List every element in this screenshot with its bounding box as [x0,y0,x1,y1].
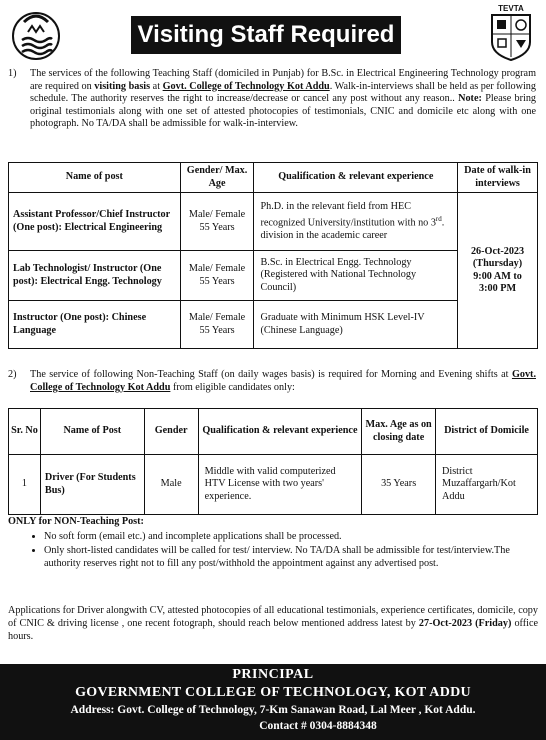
teaching-staff-table [8,162,538,349]
table-row [9,193,538,251]
footer-principal: PRINCIPAL [232,667,314,682]
qualification: Ph.D. in the relevant field from HEC recognized University/institution with no 3rd. division in the academic career [254,193,458,251]
column-header: Name of post [9,163,181,193]
application-instructions: Applications for Driver alongwith CV, attested photocopies of all educational testimonials, experience certificates, domicile, copy of CNIC & driving license , one recent fotograph, should reach below mentioned address latest by 27-Oct-2023 (Friday) office hours. [8,605,539,642]
table-header-row [9,409,538,455]
tevta-logo-icon [486,2,536,62]
table-row [9,455,538,515]
college-name: Govt. College of Technology Kot Addu [162,80,330,92]
page-title: Visiting Staff Required [131,16,401,54]
column-header: Qualification & relevant experience [198,409,362,455]
column-header: Qualification & relevant experience [254,163,458,193]
section-1-number: 1) [8,68,17,79]
qualification: Middle with valid computerized HTV License with two years' experience. [198,455,362,515]
post-name: Lab Technologist/ Instructor (One post): Electrical Engg. Technology [9,251,181,301]
footer-address: Address: Govt. College of Technology, 7-Km Sanawan Road, Lal Meer , Kot Addu. [70,704,476,716]
footer-contact-number: Contact # 0304-8884348 [259,720,377,732]
tevta-logo-text: TEVTA [498,4,524,13]
section-2-text: 2) The service of following Non-Teaching Staff (on daily wages basis) is required for Morning and Evening shifts at Govt. College of Technology Kot Addu from eligible candidates only: [8,369,536,393]
column-header: Date of walk-in interviews [458,163,538,193]
list-item: • Only short-listed candidates will be called for test/ interview. No TA/DA shall be admissible for test/interview.The authority reserves right not to fill any post/withhold the appointment against any advertised post. [44,545,538,570]
non-teaching-notes [8,516,538,572]
post-name: Assistant Professor/Chief Instructor (One post): Electrical Engineering [9,193,181,251]
punjab-emblem-icon [10,6,62,62]
interview-date: 26-Oct-2023 (Thursday) 9:00 AM to 3:00 PM [458,193,538,349]
district: District Muzaffargarh/Kot Addu [436,455,538,515]
table-header-row [9,163,538,193]
gender-age: Male/ Female 55 Years [180,301,254,349]
qualification: Graduate with Minimum HSK Level-IV (Chinese Language) [254,301,458,349]
column-header: Name of Post [40,409,144,455]
header [0,0,546,66]
gender-age: Male/ Female 55 Years [180,193,254,251]
college-name: Govt. College of Technology Kot Addu [30,369,536,393]
gender: Male [144,455,198,515]
non-teaching-staff-table [8,408,538,515]
column-header: Sr. No [9,409,41,455]
post-name: Driver (For Students Bus) [40,455,144,515]
list-item: • No soft form (email etc.) and incomplete applications shall be processed. [44,531,538,544]
qualification: B.Sc. in Electrical Engg. Technology (Registered with National Technology Council) [254,251,458,301]
column-header: Gender [144,409,198,455]
column-header: Max. Age as on closing date [362,409,436,455]
notes-heading: ONLY for NON-Teaching Post: [8,516,144,527]
footer-college: GOVERNMENT COLLEGE OF TECHNOLOGY, KOT ADDU [75,685,471,700]
max-age: 35 Years [362,455,436,515]
footer-contact [0,664,546,740]
notes-list [8,531,538,571]
gender-age: Male/ Female 55 Years [180,251,254,301]
deadline: 27-Oct-2023 (Friday) [418,618,512,629]
post-name: Instructor (One post): Chinese Language [9,301,181,349]
column-header: District of Domicile [436,409,538,455]
section-2-number: 2) [8,369,17,380]
column-header: Gender/ Max. Age [180,163,254,193]
section-1-text: 1) The services of the following Teaching Staff (domiciled in Punjab) for B.Sc. in Electrical Engineering Technology program are required on visiting basis at Govt. College of Technology Kot Addu. Walk-in-interviews shall be held as per following schedule. The authority reserves the right to increase/decrease or cancel any post without any reason.. Note: Please bring original testimonials along with one set of attested photocopies of testimonials, CNIC and domicile etc along with one photograph. No TA/DA shall be admissible for walk-in-interview. [8,68,537,130]
serial-number: 1 [9,455,41,515]
